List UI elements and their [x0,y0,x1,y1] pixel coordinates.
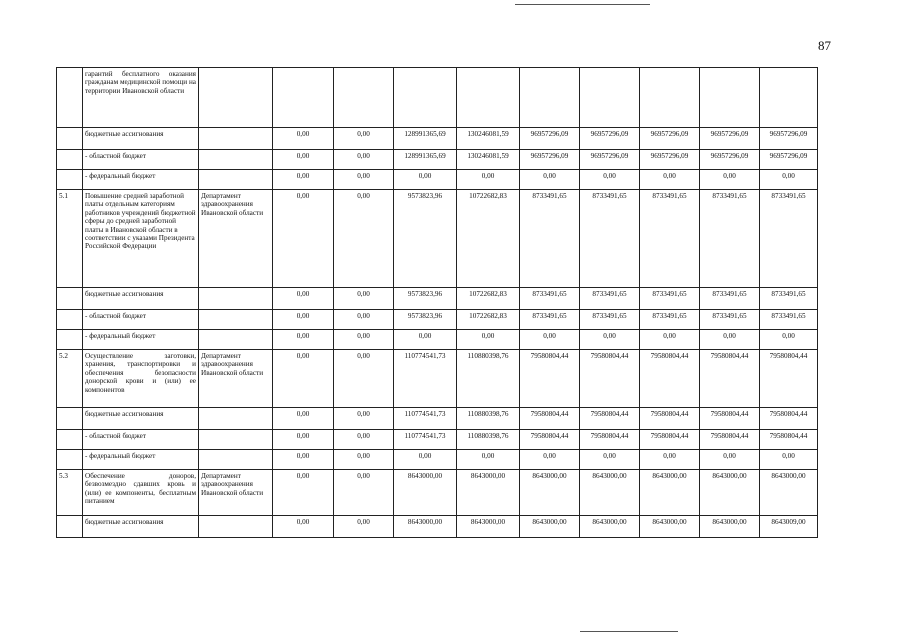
table-row [57,190,818,288]
value-cell: 0,00 [394,450,457,470]
value-cell: 0,00 [334,150,394,170]
value-cell: 0,00 [334,288,394,310]
row-label: бюджетные ассигнования [83,128,199,150]
code-cell [57,128,83,150]
value-cell: 110774541,73 [394,350,457,408]
value-cell: 0,00 [334,190,394,288]
code-cell [57,330,83,350]
value-cell: 8643000,00 [580,516,640,538]
executor-cell [199,330,273,350]
value-cell: 0,00 [760,330,818,350]
value-cell: 9573823,96 [394,288,457,310]
item-executor: Департамент здравоохранения Ивановской области [199,350,273,408]
value-cell: 8733491,65 [640,190,700,288]
row-label: - федеральный бюджет [83,450,199,470]
value-cell [640,68,700,128]
value-cell: 110774541,73 [394,430,457,450]
table-row [57,450,818,470]
value-cell: 0,00 [394,330,457,350]
value-cell: 8643000,00 [580,470,640,516]
table-row [57,288,818,310]
value-cell [334,68,394,128]
value-cell: 128991365,69 [394,150,457,170]
value-cell [760,68,818,128]
value-cell: 79580804,44 [520,430,580,450]
value-cell: 8643000,00 [457,516,520,538]
value-cell: 8733491,65 [520,190,580,288]
value-cell: 9573823,96 [394,310,457,330]
code-cell [57,450,83,470]
value-cell: 79580804,44 [640,408,700,430]
value-cell: 130246081,59 [457,128,520,150]
value-cell: 0,00 [760,170,818,190]
table-row [57,330,818,350]
value-cell: 96957296,09 [520,128,580,150]
row-label: - областной бюджет [83,150,199,170]
item-executor: Департамент здравоохранения Ивановской области [199,470,273,516]
executor-cell [199,170,273,190]
value-cell: 0,00 [520,330,580,350]
item-code: 5.1 [57,190,83,288]
value-cell: 8643000,00 [394,516,457,538]
value-cell: 10722682,83 [457,190,520,288]
value-cell: 0,00 [760,450,818,470]
value-cell: 0,00 [273,190,334,288]
value-cell: 79580804,44 [520,350,580,408]
row-label: - федеральный бюджет [83,170,199,190]
value-cell: 8643000,00 [760,470,818,516]
value-cell: 79580804,44 [700,430,760,450]
value-cell: 0,00 [580,330,640,350]
table-row [57,408,818,430]
executor-cell [199,128,273,150]
value-cell: 0,00 [394,170,457,190]
value-cell: 0,00 [273,516,334,538]
executor-cell [199,288,273,310]
value-cell: 0,00 [580,170,640,190]
value-cell: 0,00 [273,350,334,408]
value-cell: 0,00 [334,450,394,470]
value-cell: 0,00 [580,450,640,470]
value-cell: 96957296,09 [760,150,818,170]
value-cell: 8733491,65 [760,190,818,288]
value-cell: 0,00 [334,408,394,430]
table-row [57,350,818,408]
value-cell: 0,00 [273,450,334,470]
value-cell: 0,00 [273,310,334,330]
executor-cell [199,310,273,330]
value-cell: 0,00 [334,350,394,408]
value-cell [394,68,457,128]
value-cell: 96957296,09 [700,150,760,170]
value-cell: 0,00 [640,450,700,470]
value-cell: 79580804,44 [640,430,700,450]
value-cell: 8643000,00 [520,470,580,516]
value-cell: 0,00 [334,330,394,350]
table-row [57,128,818,150]
value-cell: 96957296,09 [760,128,818,150]
row-label: - федеральный бюджет [83,330,199,350]
value-cell: 8733491,65 [760,288,818,310]
item-name: Обеспечение доноров, безвозмездно сдавших кровь и (или) ее компоненты, бесплатным питанием [83,470,199,516]
value-cell: 0,00 [273,470,334,516]
value-cell: 0,00 [640,170,700,190]
table-row [57,150,818,170]
item-name: Осуществление заготовки, хранения, транспортировки и обеспечения безопасности донорской крови и (или) ее компонентов [83,350,199,408]
table-row [57,310,818,330]
value-cell: 96957296,09 [580,150,640,170]
value-cell: 0,00 [700,450,760,470]
value-cell: 110774541,73 [394,408,457,430]
value-cell: 0,00 [457,450,520,470]
row-label: бюджетные ассигнования [83,408,199,430]
value-cell: 8643000,00 [640,516,700,538]
code-cell [57,288,83,310]
value-cell [273,68,334,128]
value-cell: 0,00 [334,128,394,150]
value-cell: 0,00 [640,330,700,350]
value-cell: 8643009,00 [760,516,818,538]
executor-cell [199,68,273,128]
code-cell [57,150,83,170]
value-cell [700,68,760,128]
row-label: бюджетные ассигнования [83,516,199,538]
value-cell: 0,00 [334,516,394,538]
budget-table [56,67,818,538]
value-cell: 8733491,65 [580,190,640,288]
value-cell: 8643000,00 [457,470,520,516]
value-cell: 79580804,44 [700,350,760,408]
value-cell [520,68,580,128]
value-cell: 0,00 [334,470,394,516]
value-cell: 0,00 [273,150,334,170]
value-cell: 79580804,44 [580,350,640,408]
value-cell: 79580804,44 [580,430,640,450]
value-cell: 0,00 [334,310,394,330]
value-cell: 8643000,00 [520,516,580,538]
value-cell: 8733491,65 [520,288,580,310]
value-cell: 110880398,76 [457,408,520,430]
value-cell: 96957296,09 [700,128,760,150]
value-cell: 0,00 [273,288,334,310]
value-cell: 79580804,44 [760,408,818,430]
value-cell: 8643000,00 [640,470,700,516]
item-code: 5.2 [57,350,83,408]
value-cell: 130246081,59 [457,150,520,170]
code-cell [57,68,83,128]
code-cell [57,170,83,190]
value-cell: 8643000,00 [700,516,760,538]
value-cell: 79580804,44 [640,350,700,408]
value-cell: 110880398,76 [457,350,520,408]
value-cell: 0,00 [334,430,394,450]
value-cell: 8733491,65 [520,310,580,330]
bottom-rule [580,631,678,632]
value-cell: 79580804,44 [580,408,640,430]
table-row [57,430,818,450]
top-rule [515,4,650,5]
value-cell: 0,00 [457,170,520,190]
value-cell: 0,00 [273,408,334,430]
value-cell: 0,00 [700,170,760,190]
item-code: 5.3 [57,470,83,516]
value-cell: 96957296,09 [640,150,700,170]
value-cell: 9573823,96 [394,190,457,288]
value-cell: 96957296,09 [640,128,700,150]
table-row [57,68,818,128]
value-cell: 0,00 [273,170,334,190]
table-row [57,470,818,516]
value-cell: 8733491,65 [580,310,640,330]
table-row [57,516,818,538]
item-name: гарантий бесплатного оказания гражданам медицинской помощи на территории Ивановской области [83,68,199,128]
executor-cell [199,450,273,470]
row-label: бюджетные ассигнования [83,288,199,310]
value-cell: 8643000,00 [394,470,457,516]
value-cell: 10722682,83 [457,310,520,330]
code-cell [57,430,83,450]
value-cell: 0,00 [273,330,334,350]
value-cell: 8733491,65 [640,310,700,330]
value-cell: 96957296,09 [580,128,640,150]
row-label: - областной бюджет [83,430,199,450]
value-cell: 0,00 [520,170,580,190]
executor-cell [199,150,273,170]
row-label: - областной бюджет [83,310,199,330]
value-cell: 0,00 [520,450,580,470]
value-cell: 8643000,00 [700,470,760,516]
value-cell: 8733491,65 [640,288,700,310]
executor-cell [199,430,273,450]
code-cell [57,516,83,538]
page-number: 87 [818,38,831,53]
value-cell: 96957296,09 [520,150,580,170]
code-cell [57,408,83,430]
code-cell [57,310,83,330]
value-cell: 8733491,65 [700,288,760,310]
item-executor: Департамент здравоохранения Ивановской области [199,190,273,288]
value-cell [457,68,520,128]
value-cell: 10722682,83 [457,288,520,310]
value-cell: 79580804,44 [700,408,760,430]
value-cell: 79580804,44 [520,408,580,430]
value-cell: 79580804,44 [760,430,818,450]
item-name: Повышение средней заработной платы отдельным категориям работников учреждений бюджетной сферы до средней заработной платы в Ивановской области в соответствии с указами Президента Российской Федерации [83,190,199,288]
value-cell: 128991365,69 [394,128,457,150]
value-cell: 0,00 [700,330,760,350]
value-cell: 79580804,44 [760,350,818,408]
value-cell [580,68,640,128]
executor-cell [199,408,273,430]
value-cell: 8733491,65 [760,310,818,330]
value-cell: 0,00 [334,170,394,190]
value-cell: 0,00 [273,128,334,150]
table-row [57,170,818,190]
value-cell: 0,00 [457,330,520,350]
value-cell: 8733491,65 [700,310,760,330]
value-cell: 8733491,65 [700,190,760,288]
value-cell: 8733491,65 [580,288,640,310]
executor-cell [199,516,273,538]
value-cell: 0,00 [273,430,334,450]
value-cell: 110880398,76 [457,430,520,450]
